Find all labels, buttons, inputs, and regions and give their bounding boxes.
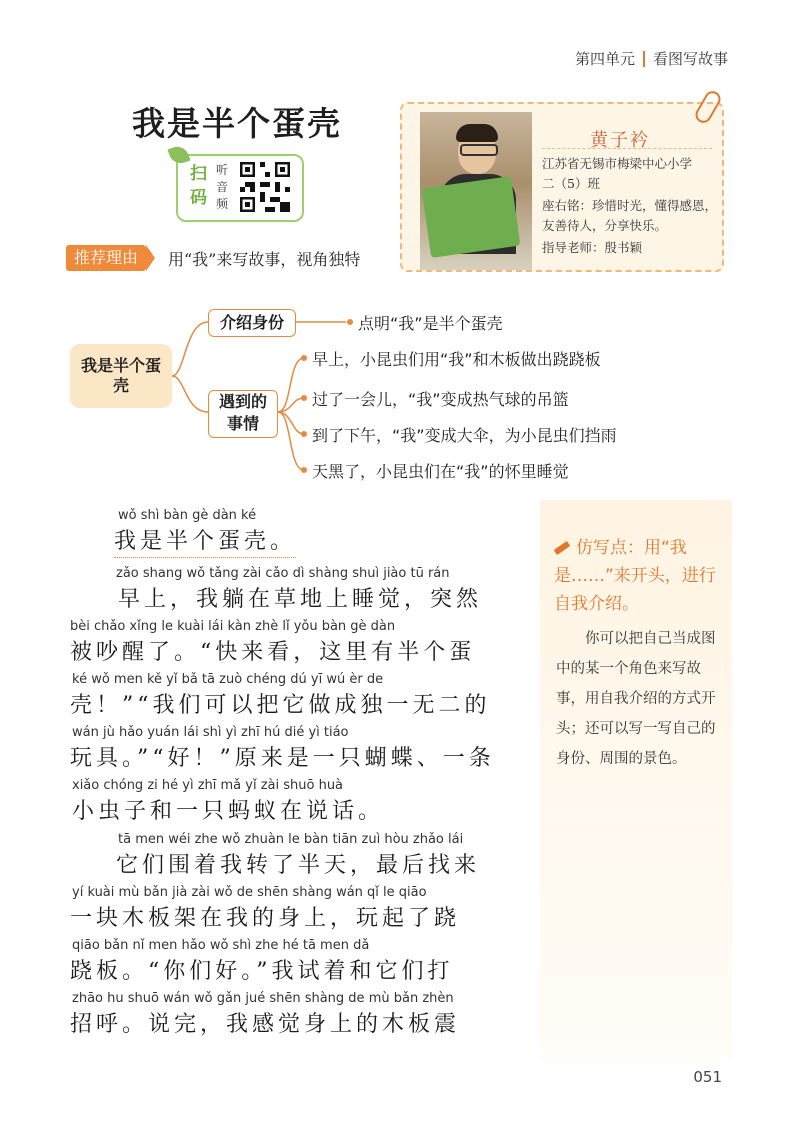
author-motto: 座右铭：珍惜时光，懂得感恩，友善待人，分享快乐。 <box>542 198 718 233</box>
page-title: 我是半个蛋壳 <box>132 104 342 143</box>
story-line: 小虫子和一只蚂蚁在说话。 <box>72 799 385 824</box>
author-teacher: 指导老师：殷书颖 <box>542 240 643 255</box>
unit-label: 第四单元 <box>574 50 635 68</box>
story-line: 它们围着我转了半天，最后找来 <box>116 853 481 878</box>
section-label: 看图写故事 <box>652 50 728 68</box>
recommend-text: 用“我”来写故事，视角独特 <box>168 250 361 269</box>
pinyin-line: bèi chǎo xǐng le kuài lái kàn zhè lǐ yǒu bàn gè dàn <box>70 619 396 634</box>
mindmap-root <box>70 344 172 408</box>
story-line: 玩具。”“好！”原来是一只蝴蝶、一条 <box>70 746 495 771</box>
story-title: 我是半个蛋壳。 <box>114 524 296 558</box>
mindmap-leaf: 点明“我”是半个蛋壳 <box>358 314 503 333</box>
mindmap-leaf: 过了一会儿，“我”变成热气球的吊篮 <box>312 390 569 409</box>
scan-label: 扫码 <box>190 164 207 208</box>
recommend-badge: 推荐理由 <box>66 245 146 271</box>
mindmap-branch-events-label: 遇到的事情 <box>218 392 267 433</box>
author-name: 黄子衿 <box>590 130 650 151</box>
author-class: 二（5）班 <box>542 176 600 191</box>
side-note-body: 你可以把自己当成图中的某一个角色来写故事，用自我介绍的方式开头；还可以写一写自己的身份、周围的景色。 <box>556 631 716 767</box>
mindmap-leaf: 早上，小昆虫们用“我”和木板做出跷跷板 <box>312 350 601 369</box>
mindmap-root-label: 我是半个蛋壳 <box>81 356 162 395</box>
story-line: 壳！”“我们可以把它做成独一无二的 <box>70 693 491 718</box>
pinyin-line: ké wǒ men kě yǐ bǎ tā zuò chéng dú yī wú èr de <box>72 672 384 687</box>
pinyin-line: tā men wéi zhe wǒ zhuàn le bàn tiān zuì hòu zhǎo lái <box>118 832 464 847</box>
story-line: 一块木板架在我的身上，玩起了跷 <box>70 906 461 931</box>
mindmap-branch-events <box>208 390 278 438</box>
pinyin-line: yí kuài mù bǎn jià zài wǒ de shēn shàng wán qǐ le qiāo <box>72 885 427 900</box>
story-line: 跷板。“你们好。”我试着和它们打 <box>70 959 454 984</box>
story-line: 被吵醒了。“快来看，这里有半个蛋 <box>70 640 476 665</box>
pencil-icon <box>554 541 571 555</box>
pinyin-line: zhāo hu shuō wán wǒ gǎn jué shēn shàng de mù bǎn zhèn <box>72 991 454 1006</box>
pinyin-line: zǎo shang wǒ tǎng zài cǎo dì shàng shuì jiào tū rán <box>116 566 450 581</box>
side-note-heading-text: 仿写点：用“我是……”来开头，进行自我介绍。 <box>554 538 716 614</box>
page-number: 051 <box>693 1068 722 1086</box>
author-school: 江苏省无锡市梅梁中心小学 <box>542 156 693 171</box>
side-note <box>540 500 732 1060</box>
side-note-heading <box>554 534 726 618</box>
story-line: 早上，我躺在草地上睡觉，突然 <box>118 587 483 612</box>
story-line: 招呼。说完，我感觉身上的木板震 <box>70 1012 461 1037</box>
pinyin-line: qiāo bǎn nǐ men hǎo wǒ shì zhe hé tā men dǎ <box>72 938 370 953</box>
listen-audio-label: 听音频 <box>216 163 229 211</box>
story-title-pinyin: wǒ shì bàn gè dàn ké <box>118 508 257 523</box>
mindmap-leaf: 到了下午，“我”变成大伞，为小昆虫们挡雨 <box>312 426 617 445</box>
mindmap-branch-identity: 介绍身份 <box>208 309 296 337</box>
pinyin-line: wán jù hǎo yuán lái shì yì zhī hú dié yì tiáo <box>72 725 349 740</box>
pinyin-line: xiǎo chóng zi hé yì zhī mǎ yǐ zài shuō huà <box>72 778 344 793</box>
mindmap-leaf: 天黑了，小昆虫们在“我”的怀里睡觉 <box>312 462 569 481</box>
